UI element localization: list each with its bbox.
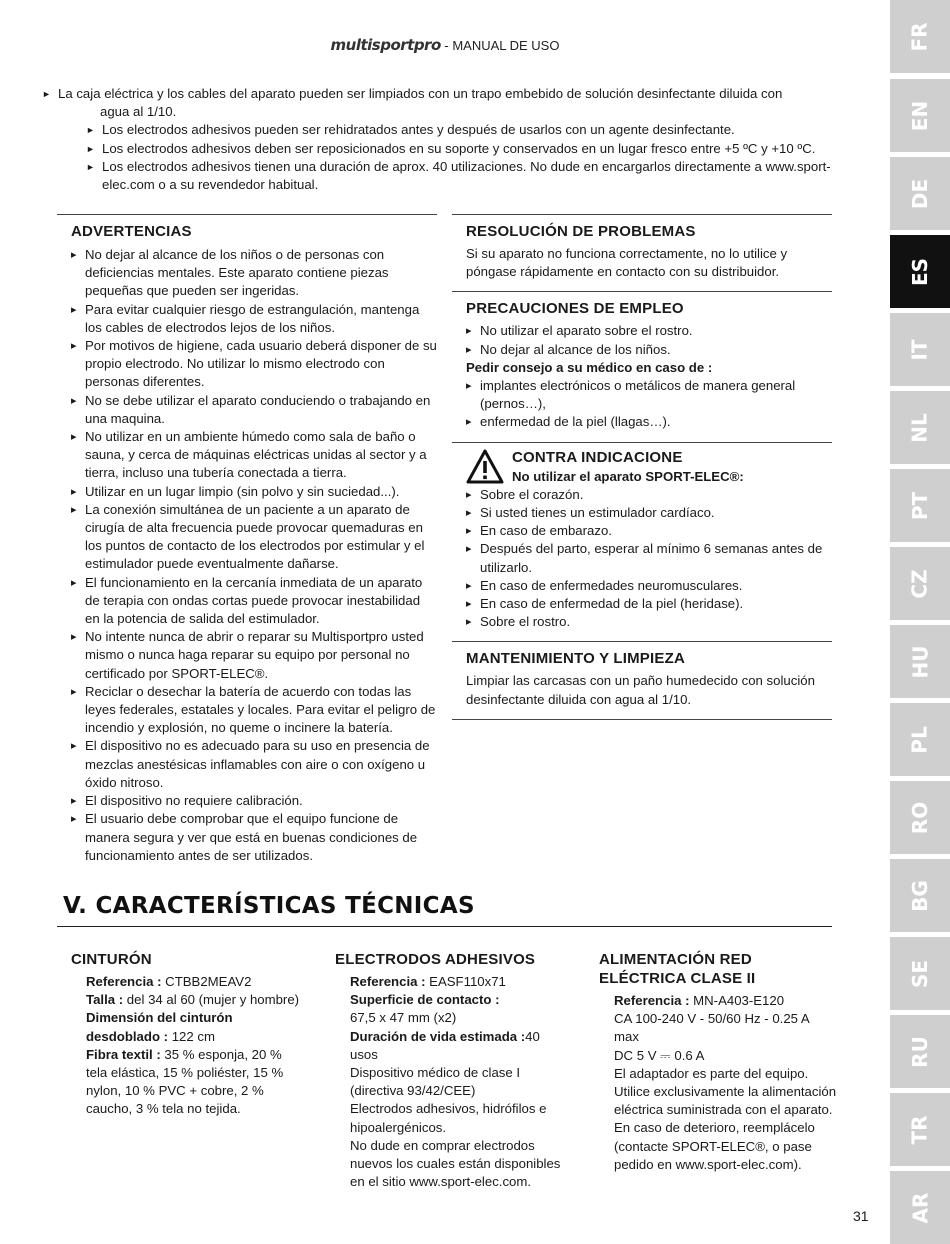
list-item: ▸ En caso de enfermedades neuromusculares. — [466, 577, 832, 595]
list-item: ▸ No intente nunca de abrir o reparar su Multisportpro usted mismo o nunca haga reparar su equipo por personal no certificado por SPORT-ELEC®. — [71, 628, 437, 683]
spec-line: No dude en comprar electrodos nuevos los cuales están disponibles en el sitio www.sport-elec.com. — [350, 1137, 561, 1190]
list-item: ▸ implantes electrónicos o metálicos de manera general (pernos…), — [466, 377, 832, 413]
tab-lang-bg[interactable]: BG — [890, 859, 950, 932]
spec-line: 67,5 x 47 mm (x2) — [350, 1010, 457, 1026]
section-mantenimiento — [452, 641, 832, 719]
tab-lang-ro[interactable]: RO — [890, 781, 950, 854]
list-item: ▸ No utilizar el aparato sobre el rostro. — [466, 322, 832, 340]
list-item: ▸ El dispositivo no requiere calibración. — [71, 792, 437, 810]
section-advertencias — [57, 214, 437, 865]
spec-line: DC 5 V ⎓ 0.6 A — [614, 1047, 705, 1063]
section-precauciones — [452, 291, 832, 441]
spec-line: CA 100-240 V - 50/60 Hz - 0.25 A max — [614, 1011, 810, 1045]
list-item: ▸ El dispositivo no es adecuado para su uso en presencia de mezclas anestésicas inflamables con aire o con oxígeno u óxido nitroso. — [71, 737, 437, 792]
list-item: ▸ El funcionamiento en la cercanía inmediata de un aparato de terapia con ondas cortas puede provocar inestabilidad en la potencia de salida del estimulador. — [71, 574, 437, 629]
tab-lang-pt[interactable]: PT — [890, 469, 950, 542]
list-item: ▸ enfermedad de la piel (llagas…). — [466, 413, 832, 431]
spec-line: Referencia : EASF110x71 — [350, 974, 506, 989]
spec-line: Duración de vida estimada :40 usos — [350, 1028, 540, 1062]
tab-lang-ru[interactable]: RU — [890, 1015, 950, 1088]
section-resolucion — [452, 214, 832, 291]
spec-line: Fibra textil : 35 % esponja, 20 % tela elástica, 15 % poliéster, 15 % nylon, 10 % PVC + cobre, 2 % caucho, 3 % tela no tejida. — [86, 1046, 284, 1117]
tech-cinturon — [71, 950, 301, 1119]
tab-lang-tr[interactable]: TR — [890, 1093, 950, 1166]
list-item: ▸ Sobre el corazón. — [466, 486, 832, 504]
list-item: ▸ No se debe utilizar el aparato conduciendo o trabajando en una maquina. — [71, 392, 437, 428]
language-sidebar — [890, 0, 950, 1244]
intro-sub-item: ► Los electrodos adhesivos tienen una duración de aprox. 40 utilizaciones. No dude en encargarlos directamente a www.sport-elec.com o a su revendedor habitual. — [86, 158, 832, 194]
list-item: ▸ Reciclar o desechar la batería de acuerdo con todas las leyes federales, estatales y locales. Para evitar el peligro de incendio y explosión, no queme o incinere la batería. — [71, 683, 437, 738]
spec-line: Dimensión del cinturón desdoblado : 122 cm — [86, 1010, 233, 1044]
list-item: ▸ En caso de enfermedad de la piel (heridase). — [466, 595, 832, 613]
list-item: ▸ No dejar al alcance de los niños o de personas con deficiencias mentales. Este aparato contiene piezas pequeñas que pueden ser ingeridas. — [71, 246, 437, 301]
spec-line: Electrodos adhesivos, hidrófilos e hipoalergénicos. — [350, 1101, 547, 1135]
right-column — [452, 214, 832, 720]
spec-line: Referencia : MN-A403-E120 — [614, 993, 785, 1008]
list-item: ▸ La conexión simultánea de un paciente a un aparato de cirugía de alta frecuencia puede provocar quemaduras en los puntos de contacto de los electrodos por estimular y el estimulador puede eventualmente dañarse. — [71, 501, 437, 574]
section-title: CONTRA INDICACIONE — [512, 448, 683, 466]
warning-header — [466, 449, 832, 486]
list-item: ▸ Utilizar en un lugar limpio (sin polvo y sin suciedad...). — [71, 483, 437, 501]
intro-sub-item: ► Los electrodos adhesivos pueden ser rehidratados antes y después de usarlos con un agente desinfectante. — [86, 121, 832, 139]
tab-lang-en[interactable]: EN — [890, 79, 950, 152]
spec-line: Superficie de contacto : — [350, 992, 500, 1008]
page-number: 31 — [853, 1208, 869, 1224]
tech-section-title: V. CARACTERÍSTICAS TÉCNICAS — [63, 893, 475, 919]
intro-cleaning-notes — [42, 85, 832, 194]
section-contraindicaciones — [452, 442, 832, 642]
list-item: ▸ Después del parto, esperar al mínimo 6 semanas antes de utilizarlo. — [466, 540, 832, 576]
intro-sub-item: ► Los electrodos adhesivos deben ser reposicionados en su soporte y conservados en un lugar fresco entre +5 ºC y +10 ºC. — [86, 140, 832, 158]
tab-lang-cz[interactable]: CZ — [890, 547, 950, 620]
header-title: - MANUAL DE USO — [440, 38, 560, 53]
list-item: ▸ Por motivos de higiene, cada usuario deberá disponer de su propio electrodo. No utilizar lo mismo electrodo con personas diferentes. — [71, 337, 437, 392]
consult-label: Pedir consejo a su médico en caso de : — [466, 359, 713, 375]
spec-line: Referencia : CTBB2MEAV2 — [86, 974, 252, 989]
tab-lang-ar[interactable]: AR — [890, 1171, 950, 1244]
tech-col-title: ELECTRODOS ADHESIVOS — [335, 951, 536, 968]
list-item: ▸ En caso de embarazo. — [466, 522, 832, 540]
tab-lang-de[interactable]: DE — [890, 157, 950, 230]
section-title: PRECAUCIONES DE EMPLEO — [466, 300, 684, 318]
tab-lang-pl[interactable]: PL — [890, 703, 950, 776]
tab-lang-nl[interactable]: NL — [890, 391, 950, 464]
section-title: MANTENIMIENTO Y LIMPIEZA — [466, 650, 685, 668]
tech-electrodos — [335, 950, 565, 1191]
tech-col-title: ALIMENTACIÓN RED ELÉCTRICA CLASE II — [599, 951, 756, 987]
divider — [57, 926, 832, 927]
section-text: Si su aparato no funciona correctamente, no lo utilice y póngase rápidamente en contacto con su distribuidor. — [466, 246, 788, 280]
brand-logo: multisportpro — [330, 36, 441, 54]
list-item: ▸ No dejar al alcance de los niños. — [466, 341, 832, 359]
list-item: ▸ El usuario debe comprobar que el equipo funcione de manera segura y ver que está en buenas condiciones de funcionamiento antes de ser utilizados. — [71, 810, 437, 865]
tab-lang-fr[interactable]: FR — [890, 0, 950, 73]
list-item: ▸ Si usted tienes un estimulador cardíaco. — [466, 504, 832, 522]
warning-triangle-icon — [466, 449, 504, 485]
spec-line: Talla : del 34 al 60 (mujer y hombre) — [86, 992, 300, 1008]
spec-line: En caso de deterioro, reemplácelo (contacte SPORT-ELEC®, o pase pedido en www.sport-elec.com). — [614, 1120, 815, 1172]
tab-lang-hu[interactable]: HU — [890, 625, 950, 698]
tab-lang-it[interactable]: IT — [890, 313, 950, 386]
section-subtitle: No utilizar el aparato SPORT-ELEC®: — [512, 468, 744, 484]
tab-lang-es[interactable]: ES — [890, 235, 950, 308]
section-text: Limpiar las carcasas con un paño humedecido con solución desinfectante diluida con agua al 1/10. — [466, 673, 815, 707]
spec-line: Dispositivo médico de clase I (directiva 93/42/CEE) — [350, 1065, 521, 1099]
section-title: RESOLUCIÓN DE PROBLEMAS — [466, 223, 696, 240]
tech-alimentacion — [599, 950, 837, 1174]
intro-item: ► La caja eléctrica y los cables del aparato pueden ser limpiados con un trapo embebido de solución desinfectante diluida con — [42, 85, 832, 103]
list-item: ▸ Sobre el rostro. — [466, 613, 832, 631]
list-item: ▸ No utilizar en un ambiente húmedo como sala de baño o sauna, y cerca de máquinas eléctricas unidas al sector y a tierra, incluso una tubería conectada a tierra. — [71, 428, 437, 483]
page-header — [0, 36, 890, 54]
list-item: ▸ Para evitar cualquier riesgo de estrangulación, mantenga los cables de electrodos lejos de los niños. — [71, 301, 437, 337]
spec-line: El adaptador es parte del equipo. Utilice exclusivamente la alimentación eléctrica suministrada con el aparato. — [614, 1065, 837, 1118]
tab-lang-se[interactable]: SE — [890, 937, 950, 1010]
tech-col-title: CINTURÓN — [71, 951, 152, 968]
intro-item-continuation: agua al 1/10. — [100, 104, 177, 120]
section-title: ADVERTENCIAS — [71, 223, 192, 240]
